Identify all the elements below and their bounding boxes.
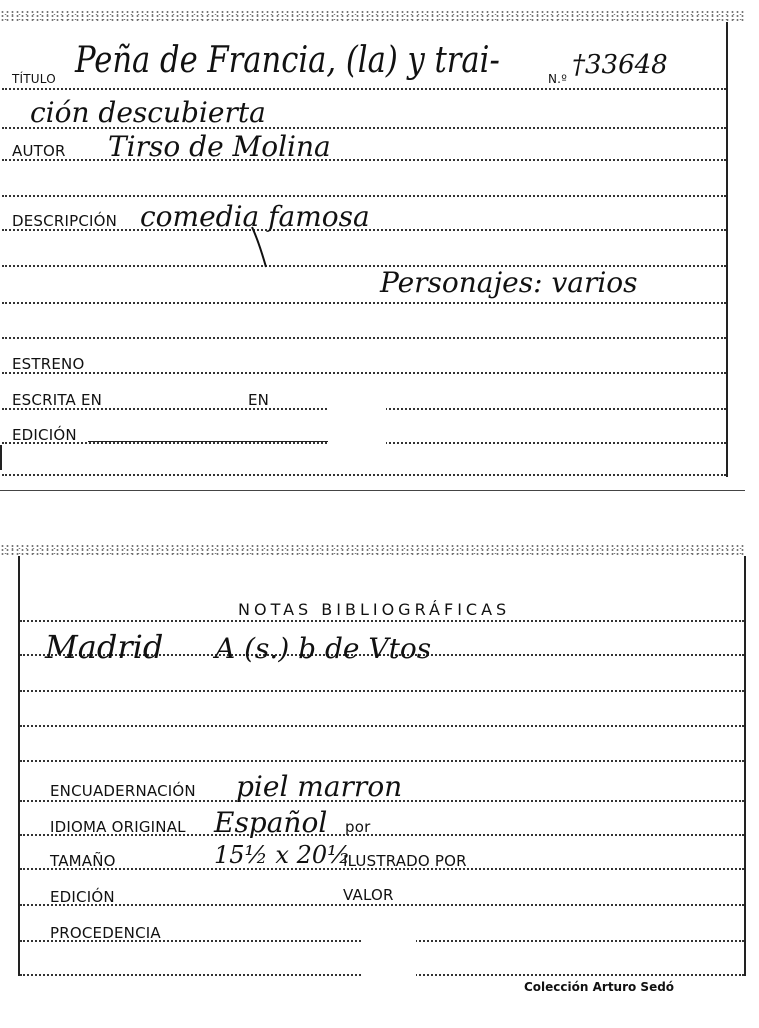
ruled-line (2, 474, 726, 476)
top-card-right-border (726, 22, 728, 477)
notes-title: NOTAS BIBLIOGRÁFICAS (238, 600, 511, 619)
numero-label: N.º (548, 72, 568, 86)
titulo-value-line1: Peña de Francia, (la) y trai- (75, 40, 500, 81)
ruled-line (20, 904, 744, 906)
notes-line1-left: Madrid (45, 628, 164, 666)
ilustrado-label: ILUSTRADO POR (343, 852, 467, 870)
idioma-value: Español (214, 806, 328, 839)
autor-value: Tirso de Molina (108, 130, 331, 163)
bottom-card-edge-noise (0, 544, 745, 556)
estreno-label: ESTRENO (12, 355, 85, 373)
edicion-underline (88, 441, 333, 442)
escrita-en-label: ESCRITA EN (12, 391, 103, 409)
ruled-line (20, 620, 744, 622)
personajes-value: Personajes: varios (380, 266, 638, 299)
ruled-line (2, 372, 726, 374)
encuadernacion-value: piel marron (236, 770, 403, 803)
descripcion-label: DESCRIPCIÓN (12, 212, 118, 230)
tamano-value: 15½ x 20½ (214, 841, 351, 869)
top-card-left-border (0, 445, 2, 470)
encuadernacion-label: ENCUADERNACIÓN (50, 782, 196, 800)
ruled-line (2, 337, 726, 339)
tamano-label: TAMAÑO (50, 852, 116, 870)
ruled-line (2, 302, 726, 304)
idioma-label: IDIOMA ORIGINAL (50, 818, 186, 836)
edicion-label: EDICIÓN (12, 426, 77, 444)
erased-patch (362, 928, 416, 978)
por-label: por (345, 818, 371, 836)
ruled-line (20, 725, 744, 727)
procedencia-label: PROCEDENCIA (50, 924, 161, 942)
bottom-card-right-border (744, 556, 746, 976)
top-card-edge-noise (0, 10, 745, 22)
notes-line1-right: A (s.) b de Vtos (215, 632, 432, 665)
en-label: EN (248, 391, 270, 409)
autor-label: AUTOR (12, 142, 66, 160)
descripcion-value: comedia famosa (140, 200, 370, 233)
titulo-label: TÍTULO (12, 72, 56, 86)
edicion-label-bottom: EDICIÓN (50, 888, 115, 906)
ruled-line (20, 690, 744, 692)
bottom-card-left-border (18, 556, 20, 976)
ruled-line (20, 760, 744, 762)
credit-label: Colección Arturo Sedó (524, 980, 675, 994)
descripcion-stroke (250, 225, 270, 270)
top-card-bottom-edge (0, 490, 745, 491)
ruled-line (2, 88, 726, 90)
erased-patch (328, 384, 386, 446)
ruled-line (2, 195, 726, 197)
valor-label: VALOR (343, 886, 394, 904)
titulo-value-line2: ción descubierta (30, 96, 266, 129)
numero-value: †33648 (572, 50, 668, 80)
